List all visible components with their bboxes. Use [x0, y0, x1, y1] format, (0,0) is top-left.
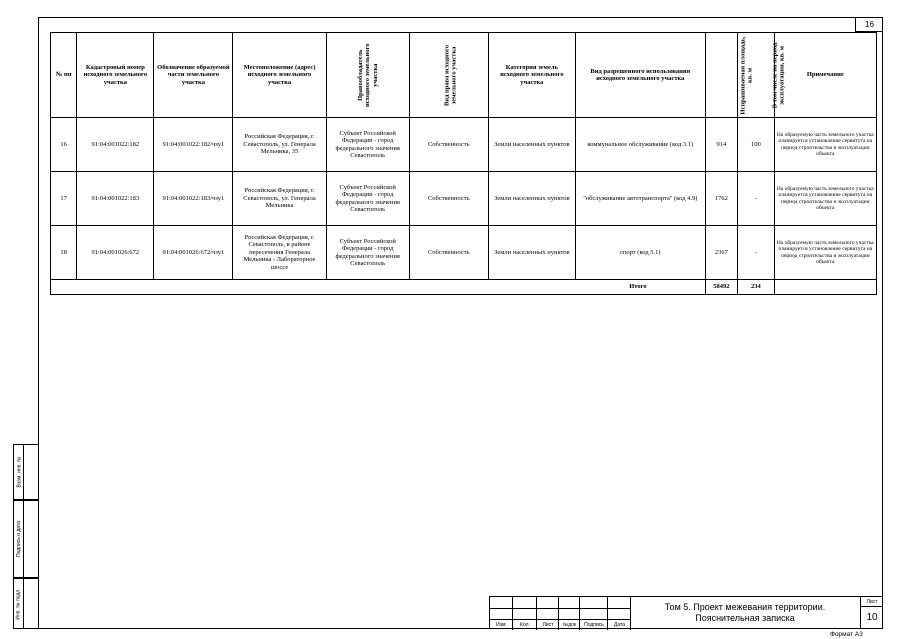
cell-owner: Субъект Российской Федерации - город федерального значения Севастополь	[326, 226, 409, 280]
tb-col-sheet: Лист	[542, 622, 554, 628]
cell-area: 1762	[705, 172, 737, 226]
sheet-box	[860, 596, 883, 629]
header-exploit: В том числе на период эксплуатации, кв. м	[738, 33, 774, 118]
format-label: Формат А3	[830, 631, 863, 638]
cell-num: 18	[51, 226, 77, 280]
cell-use: "обслуживание автотранспорта" (код 4.9)	[575, 172, 705, 226]
header-location: Местоположение (адрес) исходного земельного участка	[233, 33, 326, 118]
cell-category: Земли населенных пунктов	[488, 118, 575, 172]
cell-owner: Субъект Российской Федерации - город федерального значения Севастополь	[326, 172, 409, 226]
cell-location: Российская Федерация, г. Севастополь, ул. Генерала Мельника, 35	[233, 118, 326, 172]
tb-col-count: Кол.	[520, 622, 530, 628]
cell-cadastral: 91:04:001022:183	[77, 172, 154, 226]
tb-col-doc: №док	[562, 622, 577, 628]
cell-right: Собственность	[409, 172, 488, 226]
total-note-empty	[774, 280, 876, 295]
strip-signature-date	[13, 500, 38, 578]
cell-area: 2367	[705, 226, 737, 280]
header-use: Вид разрешенного использования исходного земельного участка	[575, 33, 705, 118]
header-note: Примечание	[774, 33, 876, 118]
cell-use: спорт (код 5.1)	[575, 226, 705, 280]
page-number-top: 16	[855, 17, 883, 32]
cell-exploit: 100	[738, 118, 774, 172]
sheet-number: 10	[866, 612, 878, 623]
strip-label-original: Инв. № подл.	[16, 587, 22, 620]
total-row	[51, 280, 877, 295]
land-parcel-table	[50, 32, 877, 295]
title-block	[489, 596, 883, 629]
header-cadastral: Кадастровый номер исходного земельного участка	[77, 33, 154, 118]
cell-note: На образуемую часть земельного участка планируется установление сервитута на период строительства и эксплуатации объекта	[774, 118, 876, 172]
cell-num: 17	[51, 172, 77, 226]
cell-part: 91:04:001026:672/чзу1	[154, 226, 233, 280]
cell-location: Российская Федерация, г. Севастополь, в районе пересечения Генерала Мельника - Лабораторное шоссе	[233, 226, 326, 280]
document-title-line1: Том 5. Проект межевания территории.	[664, 602, 826, 613]
total-label: Итого	[51, 280, 706, 295]
cell-exploit: -	[738, 172, 774, 226]
cell-note: На образуемую часть земельного участка планируется установление сервитута на период строительства и эксплуатации объекта	[774, 172, 876, 226]
table-header-row	[51, 33, 877, 118]
table-row	[51, 118, 877, 172]
sheet-label: Лист	[861, 597, 883, 607]
header-num: № пп	[51, 33, 77, 118]
cell-location: Российская Федерация, г. Севастополь, ул. Генерала Мельника	[233, 172, 326, 226]
strip-label-signature: Подпись и дата	[16, 521, 22, 557]
header-area: Испрашиваемая площадь, кв. м	[705, 33, 737, 118]
cell-part: 91:04:001022:183/чзу1	[154, 172, 233, 226]
strip-replacement-inventory	[13, 444, 38, 500]
strip-label-replacement: Взам. инв. №	[16, 456, 23, 488]
cell-exploit: -	[738, 226, 774, 280]
cell-owner: Субъект Российской Федерации - город федерального значения Севастополь	[326, 118, 409, 172]
document-title	[630, 596, 860, 629]
cell-category: Земли населенных пунктов	[488, 226, 575, 280]
header-owner: Правообладатель исходного земельного участка	[326, 33, 409, 118]
cell-right: Собственность	[409, 226, 488, 280]
cell-num: 16	[51, 118, 77, 172]
table-row	[51, 226, 877, 280]
document-title-line2: Пояснительная записка	[695, 613, 795, 623]
table-row	[51, 172, 877, 226]
header-right: Вид права исходного земельного участка	[409, 33, 488, 118]
cell-area: 914	[705, 118, 737, 172]
cell-cadastral: 91:04:001022:182	[77, 118, 154, 172]
header-category: Категория земель исходного земельного участка	[488, 33, 575, 118]
tb-col-change: Изм.	[496, 622, 507, 628]
total-exploit: 234	[738, 280, 774, 295]
strip-original-inventory	[13, 578, 38, 629]
header-part: Обозначение образуемой части земельного участка	[154, 33, 233, 118]
total-area: 58492	[705, 280, 737, 295]
cell-part: 91:04:001022:182/чзу1	[154, 118, 233, 172]
cell-right: Собственность	[409, 118, 488, 172]
cell-note: На образуемую часть земельного участка планируется установление сервитута на период строительства и эксплуатации объекта	[774, 226, 876, 280]
cell-use: коммунальное обслуживание (код 3.1)	[575, 118, 705, 172]
tb-col-date: Дата	[613, 622, 626, 628]
tb-col-signature: Подпись	[584, 622, 604, 628]
cell-cadastral: 91:04:001026:672	[77, 226, 154, 280]
cell-category: Земли населенных пунктов	[488, 172, 575, 226]
revision-grid	[489, 596, 630, 629]
